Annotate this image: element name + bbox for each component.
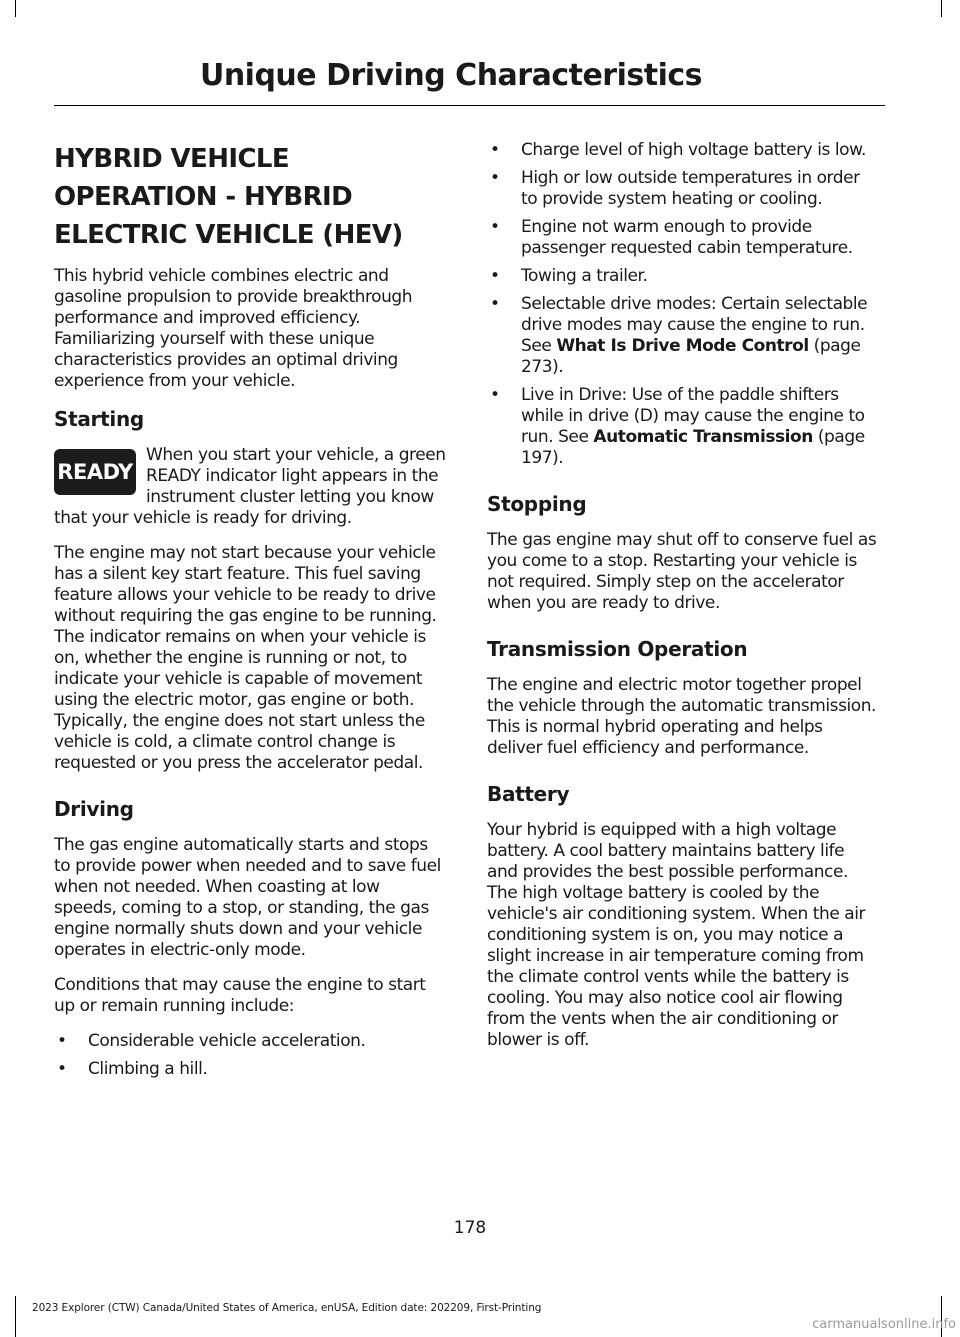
page-header-title: Unique Driving Characteristics [199,58,702,93]
list-item: • Towing a trailer. [490,266,648,286]
list-item: • Engine not warm enough to provide passenger requested cabin temperature. [490,217,853,258]
crop-mark [941,0,942,17]
silent-key-paragraph: The engine may not start because your vehicle has a silent key start feature. This fuel saving feature allows your vehicle to be ready to drive without requiring the gas engine to be running. The indicator remains on when your vehicle is on, whether the engine is running or not, to indicate your vehicle is capable of movement using the electric motor, gas engine or both. Typically, the engine does not start unless the vehicle is cold, a climate control change is requested or you press the accelerator pedal. [54,543,437,773]
left-column [54,140,446,1102]
battery-paragraph: Your hybrid is equipped with a high voltage battery. A cool battery maintains battery life and provides the best possible performance. The high voltage battery is cooled by the vehicle's air conditioning system. When the air conditioning system is on, you may notice a slight increase in air temperature coming from the climate control vents while the battery is cooling. You may also notice cool air flowing from the vents when the air conditioning or blower is off. [487,820,866,1050]
conditions-list-continued [487,140,879,469]
bullet-icon: • [490,217,500,237]
conditions-list [54,1031,446,1080]
driving-paragraph: The gas engine automatically starts and stops to provide power when needed and to save fuel when not needed. When coasting at low speeds, coming to a stop, or standing, the gas engine normally shuts down and your vehicle operates in electric-only mode. [54,835,441,960]
crop-mark [15,0,16,17]
crop-mark [15,1296,16,1337]
transmission-heading: Transmission Operation [487,637,748,661]
footer-edition-text: 2023 Explorer (CTW) Canada/United States of America, enUSA, Edition date: 202209, First-Printing [32,1302,542,1314]
section-heading: HYBRID VEHICLE OPERATION - HYBRID ELECTRIC VEHICLE (HEV) [54,144,403,250]
ready-indicator-icon: READY [54,449,136,495]
bullet-icon: • [490,168,500,188]
driving-heading: Driving [54,797,134,821]
bullet-icon: • [57,1059,67,1079]
stopping-heading: Stopping [487,492,587,516]
header-rule [54,105,885,106]
right-column [487,140,879,1065]
list-item: • Climbing a hill. [57,1059,208,1079]
stopping-paragraph: The gas engine may shut off to conserve fuel as you come to a stop. Restarting your vehicle is not required. Simply step on the accelerator when you are ready to drive. [487,530,877,613]
conditions-paragraph: Conditions that may cause the engine to start up or remain running include: [54,975,426,1016]
intro-paragraph: This hybrid vehicle combines electric and gasoline propulsion to provide breakthrough performance and improved efficiency. Familiarizing yourself with these unique characteristics provides an optimal driving experience from your vehicle. [54,266,413,391]
battery-heading: Battery [487,782,570,806]
page-number: 178 [453,1218,487,1238]
cross-reference-link[interactable]: Automatic Transmission [593,427,813,447]
starting-text: When you start your vehicle, a green READY indicator light appears in the instrument cluster letting you know that your vehicle is ready for driving. [54,445,446,528]
cross-reference-link[interactable]: What Is Drive Mode Control [556,336,809,356]
transmission-paragraph: The engine and electric motor together propel the vehicle through the automatic transmission. This is normal hybrid operating and helps deliver fuel efficiency and performance. [487,675,876,758]
list-item: • Charge level of high voltage battery is low. [490,140,866,160]
starting-heading: Starting [54,407,144,431]
list-item: • Live in Drive: Use of the paddle shifters while in drive (D) may cause the engine to run. See Automatic Transmission (page 197). [490,385,865,468]
bullet-icon: • [490,266,500,286]
list-item: • High or low outside temperatures in order to provide system heating or cooling. [490,168,860,209]
watermark: carmanualsonline.info [812,1317,956,1332]
bullet-icon: • [57,1031,67,1051]
bullet-icon: • [490,294,500,314]
bullet-icon: • [490,140,500,160]
starting-paragraph [54,445,446,529]
bullet-icon: • [490,385,500,405]
list-item: • Selectable drive modes: Certain selectable drive modes may cause the engine to run. See What Is Drive Mode Control (page 273). [490,294,868,377]
list-item: • Considerable vehicle acceleration. [57,1031,366,1051]
